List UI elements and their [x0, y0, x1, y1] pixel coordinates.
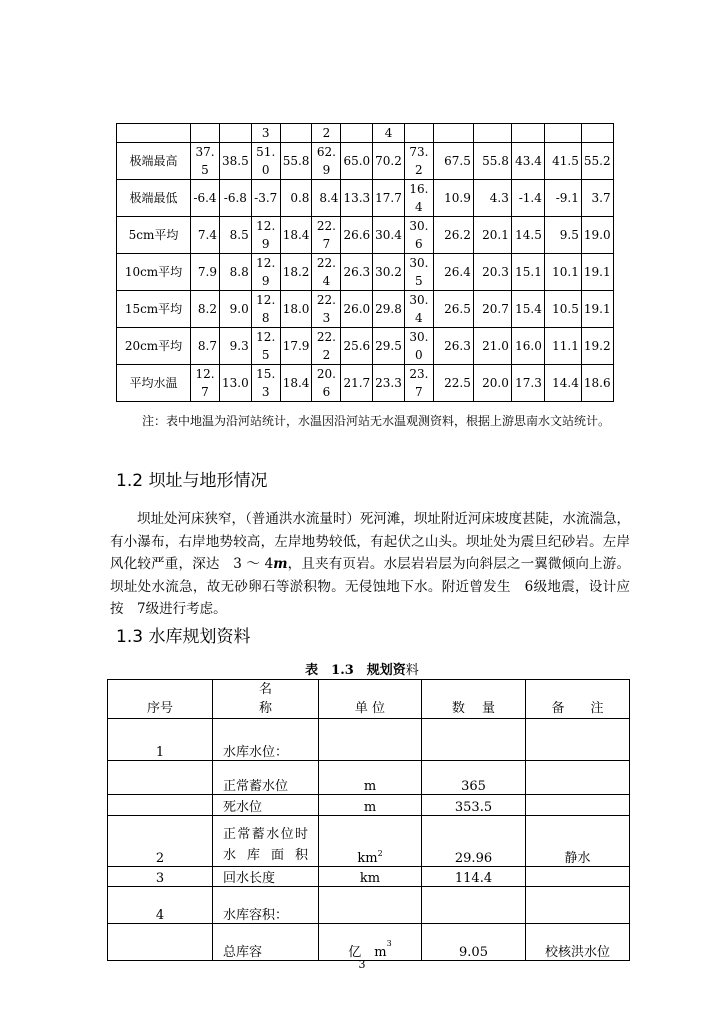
- table-cell: 13.0: [220, 365, 252, 402]
- table-cell: 51.0: [251, 143, 280, 180]
- header-name: [213, 680, 319, 719]
- table-cell: 22.3: [312, 291, 341, 328]
- table-cell: 18.2: [280, 254, 312, 291]
- cell-unit: [319, 867, 422, 887]
- page-number: 3: [358, 958, 366, 971]
- unit-superscript: 2: [377, 849, 383, 858]
- table-cell: 20.3: [473, 254, 511, 291]
- table-row: [108, 867, 630, 887]
- table-row: [108, 887, 630, 924]
- table-cell: 65.0: [341, 143, 373, 180]
- table-cell: -6.4: [191, 180, 220, 217]
- table-cell: 29.8: [373, 291, 405, 328]
- cell-seq: 4: [108, 887, 213, 924]
- table-cell: 15.3: [251, 365, 280, 402]
- table-cell: -6.8: [220, 180, 252, 217]
- cell-unit: [319, 795, 422, 816]
- table-cell: 30.6: [404, 217, 433, 254]
- row-label: 极端最高: [117, 143, 191, 180]
- table-cell: 18.4: [280, 217, 312, 254]
- table-row: [117, 180, 614, 217]
- table-header-row: [108, 680, 630, 719]
- table-cell: 14.4: [544, 365, 581, 402]
- table-header-row: [117, 124, 614, 143]
- table-cell: [544, 124, 581, 143]
- header-qty: 数 量: [422, 680, 526, 719]
- cell-remark: 校核洪水位: [526, 924, 630, 961]
- table-cell: 25.6: [341, 328, 373, 365]
- table-cell: 19.1: [581, 291, 613, 328]
- table-cell: 17.7: [373, 180, 405, 217]
- cell-seq: [108, 795, 213, 816]
- table-cell: 13.3: [341, 180, 373, 217]
- table-cell: 8.4: [312, 180, 341, 217]
- table-cell: 11.1: [544, 328, 581, 365]
- table-cell: 22.5: [433, 365, 473, 402]
- cell-seq: 1: [108, 719, 213, 761]
- table-cell: 19.1: [581, 254, 613, 291]
- cell-name: 回水长度: [213, 867, 319, 887]
- paragraph-text-b: ，且夹有页岩。水层岩岩层为向斜层之一翼微倾向上游。坝址处水流急，故无砂卵石等淤积物。无侵蚀地下水。附近曾发生 6级地震，设计应按 7级进行考虑。: [110, 556, 631, 617]
- table-cell: 16.0: [511, 328, 544, 365]
- table-cell: 29.5: [373, 328, 405, 365]
- table-cell: [433, 124, 473, 143]
- table-row: [117, 365, 614, 402]
- cell-remark: [526, 795, 630, 816]
- table-cell: [220, 124, 252, 143]
- table-cell: 26.4: [433, 254, 473, 291]
- table-cell: 3: [251, 124, 280, 143]
- table-cell: 23.7: [404, 365, 433, 402]
- table-cell: 15.4: [511, 291, 544, 328]
- table-cell: 12.5: [251, 328, 280, 365]
- cell-unit: [319, 816, 422, 867]
- table-row: [117, 143, 614, 180]
- cell-qty: 365: [422, 761, 526, 795]
- cell-seq: 2: [108, 816, 213, 867]
- unit-text: m: [363, 779, 377, 794]
- table-cell: 21.0: [473, 328, 511, 365]
- section-heading-1-2: 1.2 坝址与地形情况: [116, 471, 268, 491]
- table-cell: 38.5: [220, 143, 252, 180]
- table-cell: 21.7: [341, 365, 373, 402]
- table-cell: 8.5: [220, 217, 252, 254]
- cell-name: 水库容积：: [213, 887, 319, 924]
- table-row: [117, 291, 614, 328]
- cell-unit: [319, 761, 422, 795]
- row-label: 平均水温: [117, 365, 191, 402]
- unit-text: km: [357, 851, 378, 866]
- cell-remark: [526, 719, 630, 761]
- table-cell: 30.4: [404, 291, 433, 328]
- section-heading-1-3: 1.3 水库规划资料: [116, 627, 251, 647]
- cell-seq: [108, 761, 213, 795]
- table-cell: 9.5: [544, 217, 581, 254]
- row-label: 5cm平均: [117, 217, 191, 254]
- table-cell: 22.2: [312, 328, 341, 365]
- table-note: 注：表中地温为沿河站统计，水温因沿河站无水温观测资料，根据上游思南水文站统计。: [142, 414, 611, 428]
- table-cell: 43.4: [511, 143, 544, 180]
- cell-name: 水库水位：: [213, 719, 319, 761]
- site-description-paragraph: [110, 508, 630, 621]
- ground-temperature-table: [116, 123, 614, 402]
- table-cell: 30.5: [404, 254, 433, 291]
- cell-name: 总库容: [213, 924, 319, 961]
- table-cell: 12.8: [251, 291, 280, 328]
- table-cell: 9.3: [220, 328, 252, 365]
- table-cell: 23.3: [373, 365, 405, 402]
- table-cell: 73.2: [404, 143, 433, 180]
- table-cell: 62.9: [312, 143, 341, 180]
- table-cell: 15.1: [511, 254, 544, 291]
- table-row: [108, 816, 630, 867]
- cell-qty: 9.05: [422, 924, 526, 961]
- table-cell: 16.4: [404, 180, 433, 217]
- table-cell: 10.9: [433, 180, 473, 217]
- cell-qty: 114.4: [422, 867, 526, 887]
- table-cell: 55.8: [473, 143, 511, 180]
- row-label: 10cm平均: [117, 254, 191, 291]
- caption-text-tail: 料: [405, 663, 419, 678]
- table-cell: 18.0: [280, 291, 312, 328]
- table-cell: 55.2: [581, 143, 613, 180]
- table-cell: 26.0: [341, 291, 373, 328]
- table-cell: 8.7: [191, 328, 220, 365]
- table-caption: [0, 659, 724, 678]
- cell-qty: [422, 719, 526, 761]
- table-cell: [280, 124, 312, 143]
- table-cell: -9.1: [544, 180, 581, 217]
- table-cell: 10.5: [544, 291, 581, 328]
- table-row: [117, 217, 614, 254]
- table-cell: 12.7: [191, 365, 220, 402]
- table-row: [117, 328, 614, 365]
- table-cell: 19.2: [581, 328, 613, 365]
- table-cell: 3.7: [581, 180, 613, 217]
- table-cell: 22.4: [312, 254, 341, 291]
- unit-superscript: 3: [386, 939, 392, 948]
- unit-text: m: [363, 800, 377, 815]
- table-cell: 14.5: [511, 217, 544, 254]
- table-cell: [404, 124, 433, 143]
- unit-text: km: [359, 871, 381, 886]
- table-cell: [581, 124, 613, 143]
- table-cell: [473, 124, 511, 143]
- row-label: 极端最低: [117, 180, 191, 217]
- cell-seq: [108, 924, 213, 961]
- table-cell: 18.4: [280, 365, 312, 402]
- table-cell: 17.3: [511, 365, 544, 402]
- row-label: 15cm平均: [117, 291, 191, 328]
- table-cell: 9.0: [220, 291, 252, 328]
- cell-qty: 29.96: [422, 816, 526, 867]
- table-cell: -1.4: [511, 180, 544, 217]
- table-cell: 26.6: [341, 217, 373, 254]
- table-cell: 22.7: [312, 217, 341, 254]
- table-cell: [341, 124, 373, 143]
- table-cell: 12.9: [251, 254, 280, 291]
- header-remark: 备 注: [526, 680, 630, 719]
- cell-name: 正常蓄水位时水库面积: [213, 816, 319, 867]
- table-cell: 7.9: [191, 254, 220, 291]
- table-cell: 7.4: [191, 217, 220, 254]
- table-cell: 26.5: [433, 291, 473, 328]
- caption-text: 表 1.3 规划资: [305, 663, 406, 678]
- table-cell: 18.6: [581, 365, 613, 402]
- row-label: 20cm平均: [117, 328, 191, 365]
- table-cell: 20.6: [312, 365, 341, 402]
- table-cell: [117, 124, 191, 143]
- table-cell: 17.9: [280, 328, 312, 365]
- cell-name: 正常蓄水位: [213, 761, 319, 795]
- unit-text: 亿 m: [348, 945, 387, 960]
- table-cell: 30.0: [404, 328, 433, 365]
- cell-seq: 3: [108, 867, 213, 887]
- table-row: [108, 795, 630, 816]
- table-cell: 67.5: [433, 143, 473, 180]
- table-cell: 19.0: [581, 217, 613, 254]
- table-cell: 8.2: [191, 291, 220, 328]
- table-cell: 26.3: [433, 328, 473, 365]
- table-cell: 20.7: [473, 291, 511, 328]
- header-name-top: 名: [258, 682, 272, 697]
- table-cell: 41.5: [544, 143, 581, 180]
- table-cell: -3.7: [251, 180, 280, 217]
- table-row: [108, 719, 630, 761]
- table-row: [108, 761, 630, 795]
- table-cell: 26.3: [341, 254, 373, 291]
- header-unit: 单 位: [319, 680, 422, 719]
- cell-remark: [526, 887, 630, 924]
- table-cell: 20.0: [473, 365, 511, 402]
- table-cell: 4.3: [473, 180, 511, 217]
- table-cell: 30.2: [373, 254, 405, 291]
- cell-qty: 353.5: [422, 795, 526, 816]
- table-cell: [511, 124, 544, 143]
- cell-remark: 静水: [526, 816, 630, 867]
- cell-unit: [319, 924, 422, 961]
- table-row: [108, 924, 630, 961]
- table-cell: 4: [373, 124, 405, 143]
- table-cell: 12.9: [251, 217, 280, 254]
- header-seq: 序号: [108, 680, 213, 719]
- cell-name: 死水位: [213, 795, 319, 816]
- table-cell: 20.1: [473, 217, 511, 254]
- table-cell: 30.4: [373, 217, 405, 254]
- cell-remark: [526, 761, 630, 795]
- cell-unit: [319, 719, 422, 761]
- cell-remark: [526, 867, 630, 887]
- unit-meter: m: [273, 556, 288, 572]
- table-cell: 0.8: [280, 180, 312, 217]
- table-cell: 2: [312, 124, 341, 143]
- cell-unit: [319, 887, 422, 924]
- table-cell: 8.8: [220, 254, 252, 291]
- table-cell: 70.2: [373, 143, 405, 180]
- planning-data-table: [107, 679, 630, 961]
- table-cell: 26.2: [433, 217, 473, 254]
- cell-qty: [422, 887, 526, 924]
- paragraph-text-a: 坝址处河床狭窄，（普通洪水流量时）死河滩，坝址附近河床坡度甚陡，水流湍急，有小瀑布，右岸地势较高，左岸地势较低，有起伏之山头。坝址处为震旦纪砂岩。左岸风化较严重，深达 3 ～ 4: [110, 511, 630, 572]
- table-row: [117, 254, 614, 291]
- table-cell: 55.8: [280, 143, 312, 180]
- header-name-bottom: 称: [258, 701, 272, 716]
- table-cell: 10.1: [544, 254, 581, 291]
- table-cell: [191, 124, 220, 143]
- table-cell: 37.5: [191, 143, 220, 180]
